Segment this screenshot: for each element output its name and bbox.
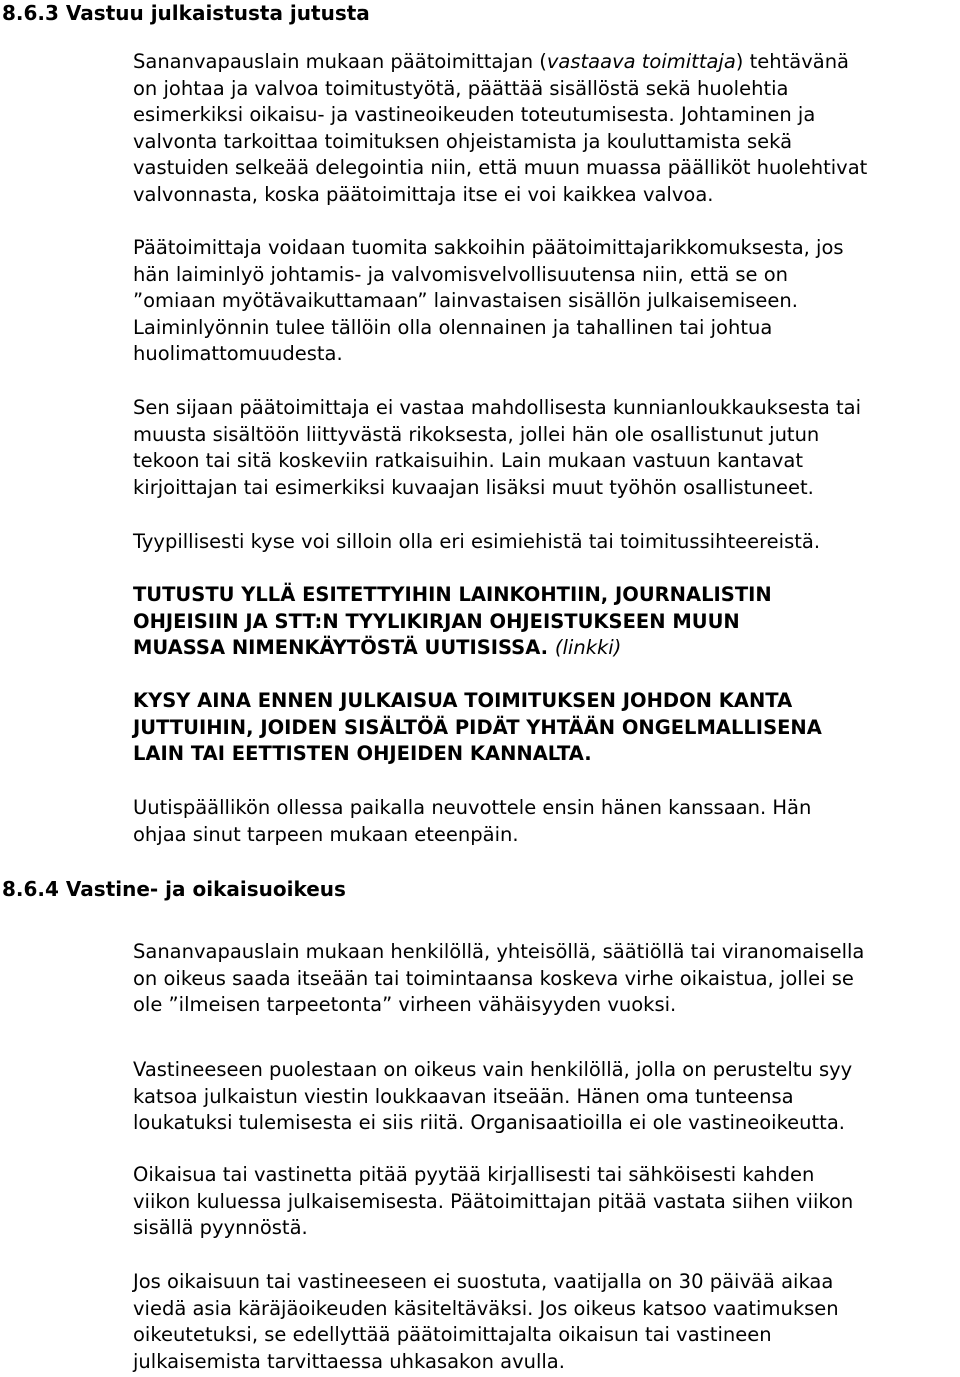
text-span: MUASSA NIMENKÄYTÖSTÄ UUTISISSA. [133,636,549,659]
text-line: katsoa julkaistun viestin loukkaavan itseään. Hänen oma tunteensa [133,1084,794,1108]
section-heading-8-6-3: 8.6.3 Vastuu julkaistusta jutusta [2,1,370,25]
text-line: TUTUSTU YLLÄ ESITETTYIHIN LAINKOHTIIN, JOURNALISTIN [133,583,772,606]
text-line: ole ”ilmeisen tarpeetonta” virheen vähäisyyden vuoksi. [133,993,677,1016]
text-line: Sen sijaan päätoimittaja ei vastaa mahdollisesta kunnianloukkauksesta tai [133,396,862,419]
italic-term: vastaava toimittaja [546,50,736,73]
text-line: huolimattomuudesta. [133,342,343,365]
text-line: ohjaa sinut tarpeen mukaan eteenpäin. [133,822,519,846]
text-line: Oikaisua tai vastinetta pitää pyytää kirjallisesti tai sähköisesti kahden [133,1163,815,1186]
paragraph-news-chief [133,795,955,848]
text-line: sisällä pyynnöstä. [133,1216,308,1239]
text-line: Tyypillisesti kyse voi silloin olla eri esimiehistä tai toimitussihteereistä. [133,530,821,553]
paragraph-editor-responsibility [133,49,955,208]
text-line: LAIN TAI EETTISTEN OHJEIDEN KANNALTA. [133,742,592,765]
text-line: ”omiaan myötävaikuttamaan” lainvastaisen sisällön julkaisemiseen. [133,289,798,312]
text-line: loukatuksi tulemisesta ei siis riitä. Organisaatioilla ei ole vastineoikeutta. [133,1111,845,1134]
text-line: valvonta tarkoittaa toimituksen ohjeistamista ja kouluttamista sekä [133,129,793,153]
section-heading-8-6-4: 8.6.4 Vastine- ja oikaisuoikeus [2,877,346,901]
text-span: Sananvapauslain mukaan päätoimittajan ( [133,50,547,73]
text-line: KYSY AINA ENNEN JULKAISUA TOIMITUKSEN JOHDON KANTA [133,689,793,712]
text-line: Päätoimittaja voidaan tuomita sakkoihin päätoimittajarikkomuksesta, jos [133,236,844,259]
text-line: viikon kuluessa julkaisemisesta. Päätoimittajan pitää vastata siihen viikon [133,1189,854,1213]
text-line: esimerkiksi oikaisu- ja vastineoikeuden toteutumisesta. Johtaminen ja [133,103,816,126]
text-line: vastuiden selkeää delegointia niin, että muun muassa päälliköt huolehtivat [133,156,868,179]
text-line: on oikeus saada itseään tai toimintaansa koskeva virhe oikaistua, jollei se [133,966,854,990]
text-line: Laiminlyönnin tulee tällöin olla olennainen ja tahallinen tai johtua [133,315,773,339]
paragraph-reply-right [133,1057,955,1137]
text-line: tekoon tai sitä koskeviin ratkaisuihin. Lain mukaan vastuun kantavat [133,449,803,472]
paragraph-request-deadline [133,1162,955,1242]
paragraph-contributor-liability [133,395,955,501]
paragraph-correction-right [133,939,955,1019]
text-line: valvonnasta, koska päätoimittaja itse ei voi kaikkea valvoa. [133,182,714,206]
link-reference[interactable]: (linkki) [554,636,622,659]
paragraph-court-procedure [133,1269,955,1375]
text-line [133,635,955,662]
text-line: hän laiminlyö johtamis- ja valvomisvelvollisuutensa niin, että se on [133,262,789,286]
text-span: ) tehtävänä [735,50,849,73]
text-line: Uutispäällikön ollessa paikalla neuvottele ensin hänen kanssaan. Hän [133,796,812,819]
text-line: muusta sisältöön liittyvästä rikoksesta, jollei hän ole osallistunut jutun [133,422,820,446]
text-line: Sananvapauslain mukaan henkilöllä, yhteisöllä, säätiöllä tai viranomaisella [133,940,865,963]
paragraph-instruction-ask-management [133,688,955,768]
text-line: kirjoittajan tai esimerkiksi kuvaajan lisäksi muut työhön osallistuneet. [133,475,814,499]
text-line: Vastineeseen puolestaan on oikeus vain henkilöllä, jolla on perusteltu syy [133,1058,853,1081]
text-line: OHJEISIIN JA STT:N TYYLIKIRJAN OHJEISTUKSEEN MUUN [133,609,740,633]
text-line: on johtaa ja valvoa toimitustyötä, päättää sisällöstä sekä huolehtia [133,76,789,100]
paragraph-typical-roles [133,529,955,556]
text-line: julkaisemista tarvittaessa uhkasakon avulla. [133,1349,565,1373]
text-line: viedä asia käräjäoikeuden käsiteltäväksi. Jos oikeus katsoo vaatimuksen [133,1296,839,1320]
text-line: JUTTUIHIN, JOIDEN SISÄLTÖÄ PIDÄT YHTÄÄN ONGELMALLISENA [133,715,822,739]
text-line: Jos oikaisuun tai vastineeseen ei suostuta, vaatijalla on 30 päivää aikaa [133,1270,834,1293]
text-line: oikeutetuksi, se edellyttää päätoimittajalta oikaisun tai vastineen [133,1323,772,1346]
paragraph-instruction-read-guidelines [133,582,955,662]
paragraph-editor-fines [133,235,955,368]
text-line [133,49,955,76]
